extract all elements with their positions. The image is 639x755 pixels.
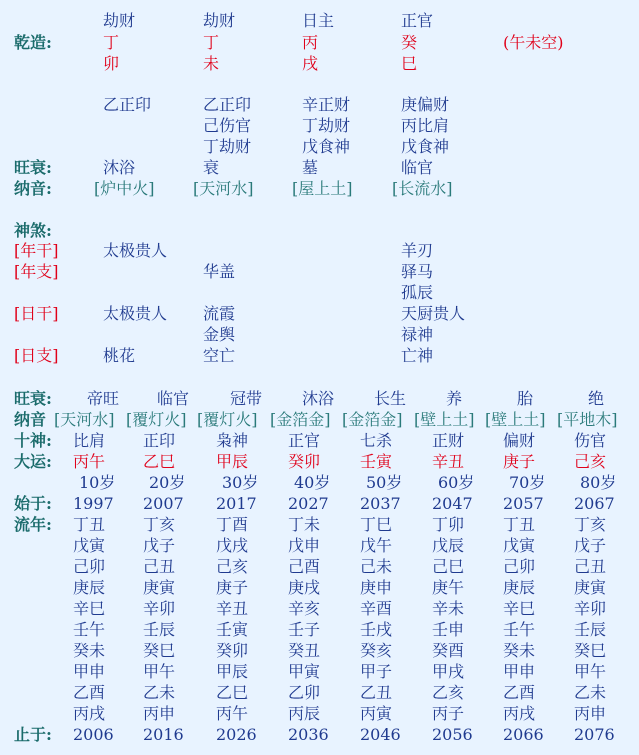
liunian-item: 甲寅: [288, 662, 321, 681]
liunian-item: 乙亥: [432, 683, 465, 702]
liunian-item: 丁巳: [360, 515, 393, 534]
liunian-item: 甲午: [574, 662, 607, 681]
liunian-item: 甲子: [360, 662, 393, 681]
dayun-shishen: 偏财: [503, 431, 536, 450]
end-year: 2076: [574, 725, 615, 744]
dayun-ganzhi: 癸卯: [288, 452, 321, 471]
shensha-item: 太极贵人: [103, 241, 168, 260]
nayin-label: 纳音:: [14, 179, 52, 198]
dayun-nayin: [壁上土]: [485, 410, 546, 429]
pillar-nayin: [屋上土]: [292, 179, 353, 198]
liunian-item: 丙寅: [360, 704, 393, 723]
liunian-item: 戊申: [288, 536, 321, 555]
pillar-zhi: 戌: [302, 54, 319, 73]
liunian-item: 丙戌: [73, 704, 106, 723]
dayun-nayin: [覆灯火]: [197, 410, 258, 429]
liunian-item: 壬辰: [574, 620, 607, 639]
shensha-title: 神煞:: [14, 221, 52, 240]
liunian-item: 戊午: [360, 536, 393, 555]
shensha-item: 羊刃: [401, 241, 434, 260]
pillar-shishen: 劫财: [103, 11, 136, 30]
liunian-item: 己亥: [216, 557, 249, 576]
pillar-gan: 丙: [302, 33, 319, 52]
liunian-item: 癸巳: [143, 641, 176, 660]
liunian-item: 庚辰: [503, 578, 536, 597]
liunian-item: 辛巳: [503, 599, 536, 618]
liunian-item: 己丑: [574, 557, 607, 576]
shensha-row-label: [日支]: [14, 346, 59, 365]
liunian-item: 己未: [360, 557, 393, 576]
end-year: 2046: [360, 725, 401, 744]
liunian-item: 壬午: [73, 620, 106, 639]
end-year: 2066: [503, 725, 544, 744]
liunian-item: 辛巳: [73, 599, 106, 618]
canggan-item: 丁劫财: [203, 137, 252, 156]
end-year: 2026: [216, 725, 257, 744]
liunian-item: 庚辰: [73, 578, 106, 597]
dayun-age: 60岁: [438, 473, 475, 492]
pillar-gan: 癸: [401, 33, 418, 52]
dayun-nayin: [平地木]: [557, 410, 618, 429]
liunian-item: 癸巳: [574, 641, 607, 660]
dayun-shishen: 枭神: [216, 431, 249, 450]
shensha-item: 孤辰: [401, 283, 434, 302]
liunian-item: 丁未: [288, 515, 321, 534]
start-year: 2067: [574, 494, 615, 513]
liunian-item: 乙未: [143, 683, 176, 702]
pillar-zhi: 未: [203, 54, 220, 73]
canggan-item: 乙正印: [203, 95, 252, 114]
liunian-item: 丙戌: [503, 704, 536, 723]
dayun-shishen-label: 十神:: [14, 431, 52, 450]
canggan-item: 乙正印: [103, 95, 152, 114]
liunian-item: 戊戌: [216, 536, 249, 555]
liunian-item: 丁亥: [143, 515, 176, 534]
dayun-ganzhi: 甲辰: [216, 452, 249, 471]
canggan-item: 戊食神: [302, 137, 351, 156]
pillar-shishen: 劫财: [203, 11, 236, 30]
dayun-shishen: 比肩: [73, 431, 106, 450]
liunian-item: 丁亥: [574, 515, 607, 534]
liunian-item: 戊子: [574, 536, 607, 555]
liunian-item: 辛酉: [360, 599, 393, 618]
dayun-ganzhi: 辛丑: [432, 452, 465, 471]
shensha-item: 禄神: [401, 325, 434, 344]
dayun-shishen: 伤官: [574, 431, 607, 450]
liunian-item: 辛卯: [143, 599, 176, 618]
dayun-age: 50岁: [366, 473, 403, 492]
shensha-row-label: [年干]: [14, 241, 59, 260]
liunian-item: 庚寅: [143, 578, 176, 597]
dayun-nayin-label: 纳音: [14, 410, 47, 429]
liunian-item: 戊寅: [73, 536, 106, 555]
liunian-item: 癸亥: [360, 641, 393, 660]
liunian-item: 壬戌: [360, 620, 393, 639]
dayun-age: 40岁: [294, 473, 331, 492]
shensha-item: 流霞: [203, 304, 236, 323]
liunian-item: 壬午: [503, 620, 536, 639]
liunian-item: 庚申: [360, 578, 393, 597]
liunian-item: 乙酉: [73, 683, 106, 702]
pillar-gan: 丁: [103, 33, 120, 52]
dayun-wangshuai: 帝旺: [87, 389, 120, 408]
pillar-shishen: 正官: [401, 11, 434, 30]
liunian-item: 癸丑: [288, 641, 321, 660]
dayun-shishen: 正印: [143, 431, 176, 450]
pillar-nayin: [天河水]: [193, 179, 254, 198]
liunian-item: 辛未: [432, 599, 465, 618]
dayun-wangshuai: 长生: [374, 389, 407, 408]
liunian-item: 丙申: [143, 704, 176, 723]
shensha-item: 太极贵人: [103, 304, 168, 323]
dayun-wangshuai: 绝: [588, 389, 605, 408]
dayun-nayin: [金箔金]: [342, 410, 403, 429]
end-label: 止于:: [14, 725, 52, 744]
start-year: 2007: [143, 494, 184, 513]
liunian-item: 庚子: [216, 578, 249, 597]
canggan-item: 庚偏财: [401, 95, 450, 114]
end-year: 2006: [73, 725, 114, 744]
end-year: 2036: [288, 725, 329, 744]
start-year: 2047: [432, 494, 473, 513]
liunian-item: 甲午: [143, 662, 176, 681]
pillar-gan: 丁: [203, 33, 220, 52]
pillar-wangshuai: 沐浴: [103, 158, 136, 177]
pillar-wangshuai: 墓: [302, 158, 319, 177]
liunian-item: 丁丑: [503, 515, 536, 534]
shensha-item: 天厨贵人: [401, 304, 466, 323]
liunian-label: 流年:: [14, 515, 52, 534]
dayun-shishen: 正官: [288, 431, 321, 450]
dayun-ganzhi: 壬寅: [360, 452, 393, 471]
dayun-wangshuai: 胎: [517, 389, 534, 408]
chart-label: 乾造:: [14, 33, 52, 52]
liunian-item: 己丑: [143, 557, 176, 576]
start-year: 2037: [360, 494, 401, 513]
liunian-item: 乙未: [574, 683, 607, 702]
liunian-item: 己卯: [73, 557, 106, 576]
dayun-age: 30岁: [222, 473, 259, 492]
liunian-item: 辛卯: [574, 599, 607, 618]
pillar-shishen: 日主: [302, 11, 335, 30]
dayun-wangshuai: 养: [446, 389, 463, 408]
canggan-item: 辛正财: [302, 95, 351, 114]
liunian-item: 甲申: [73, 662, 106, 681]
liunian-item: 丙辰: [288, 704, 321, 723]
end-year: 2016: [143, 725, 184, 744]
dayun-ganzhi: 庚子: [503, 452, 536, 471]
pillar-nayin: [炉中火]: [94, 179, 155, 198]
dayun-age: 10岁: [79, 473, 116, 492]
dayun-age: 20岁: [149, 473, 186, 492]
liunian-item: 癸未: [73, 641, 106, 660]
dayun-nayin: [天河水]: [54, 410, 115, 429]
liunian-item: 戊辰: [432, 536, 465, 555]
pillar-zhi: 卯: [103, 54, 120, 73]
shensha-item: 金舆: [203, 325, 236, 344]
pillar-nayin: [长流水]: [392, 179, 453, 198]
canggan-item: 戊食神: [401, 137, 450, 156]
pillar-wangshuai: 临官: [401, 158, 434, 177]
kongwang-text: (午未空): [503, 33, 564, 52]
dayun-wangshuai-label: 旺衰:: [14, 389, 52, 408]
dayun-age: 70岁: [509, 473, 546, 492]
canggan-item: 丙比肩: [401, 116, 450, 135]
liunian-item: 乙酉: [503, 683, 536, 702]
liunian-item: 甲戌: [432, 662, 465, 681]
pillar-zhi: 巳: [401, 54, 418, 73]
shensha-item: 空亡: [203, 346, 236, 365]
liunian-item: 甲辰: [216, 662, 249, 681]
shensha-item: 驿马: [401, 262, 434, 281]
liunian-item: 辛丑: [216, 599, 249, 618]
dayun-label: 大运:: [14, 452, 52, 471]
start-year: 2027: [288, 494, 329, 513]
dayun-age: 80岁: [580, 473, 617, 492]
shensha-row-label: [日干]: [14, 304, 59, 323]
shensha-item: 亡神: [401, 346, 434, 365]
liunian-item: 丙午: [216, 704, 249, 723]
dayun-wangshuai: 临官: [157, 389, 190, 408]
liunian-item: 辛亥: [288, 599, 321, 618]
dayun-nayin: [壁上土]: [414, 410, 475, 429]
liunian-item: 庚寅: [574, 578, 607, 597]
start-label: 始于:: [14, 494, 52, 513]
liunian-item: 乙卯: [288, 683, 321, 702]
liunian-item: 庚戌: [288, 578, 321, 597]
shensha-item: 桃花: [103, 346, 136, 365]
dayun-shishen: 正财: [432, 431, 465, 450]
dayun-ganzhi: 丙午: [73, 452, 106, 471]
canggan-item: 丁劫财: [302, 116, 351, 135]
start-year: 2057: [503, 494, 544, 513]
end-year: 2056: [432, 725, 473, 744]
liunian-item: 己卯: [503, 557, 536, 576]
dayun-wangshuai: 冠带: [230, 389, 263, 408]
dayun-ganzhi: 乙巳: [143, 452, 176, 471]
liunian-item: 壬子: [288, 620, 321, 639]
liunian-item: 壬寅: [216, 620, 249, 639]
dayun-nayin: [金箔金]: [270, 410, 331, 429]
liunian-item: 壬辰: [143, 620, 176, 639]
liunian-item: 壬申: [432, 620, 465, 639]
liunian-item: 己巳: [432, 557, 465, 576]
liunian-item: 戊子: [143, 536, 176, 555]
dayun-nayin: [覆灯火]: [126, 410, 187, 429]
pillar-wangshuai: 衰: [203, 158, 220, 177]
liunian-item: 丁卯: [432, 515, 465, 534]
liunian-item: 丙申: [574, 704, 607, 723]
liunian-item: 癸未: [503, 641, 536, 660]
shensha-item: 华盖: [203, 262, 236, 281]
liunian-item: 庚午: [432, 578, 465, 597]
liunian-item: 丁酉: [216, 515, 249, 534]
liunian-item: 丙子: [432, 704, 465, 723]
canggan-item: 己伤官: [203, 116, 252, 135]
start-year: 2017: [216, 494, 257, 513]
liunian-item: 甲申: [503, 662, 536, 681]
dayun-ganzhi: 己亥: [574, 452, 607, 471]
start-year: 1997: [73, 494, 114, 513]
wangshuai-label: 旺衰:: [14, 158, 52, 177]
liunian-item: 己酉: [288, 557, 321, 576]
liunian-item: 丁丑: [73, 515, 106, 534]
liunian-item: 癸卯: [216, 641, 249, 660]
liunian-item: 癸酉: [432, 641, 465, 660]
dayun-wangshuai: 沐浴: [302, 389, 335, 408]
shensha-row-label: [年支]: [14, 262, 59, 281]
liunian-item: 戊寅: [503, 536, 536, 555]
liunian-item: 乙巳: [216, 683, 249, 702]
liunian-item: 乙丑: [360, 683, 393, 702]
dayun-shishen: 七杀: [360, 431, 393, 450]
